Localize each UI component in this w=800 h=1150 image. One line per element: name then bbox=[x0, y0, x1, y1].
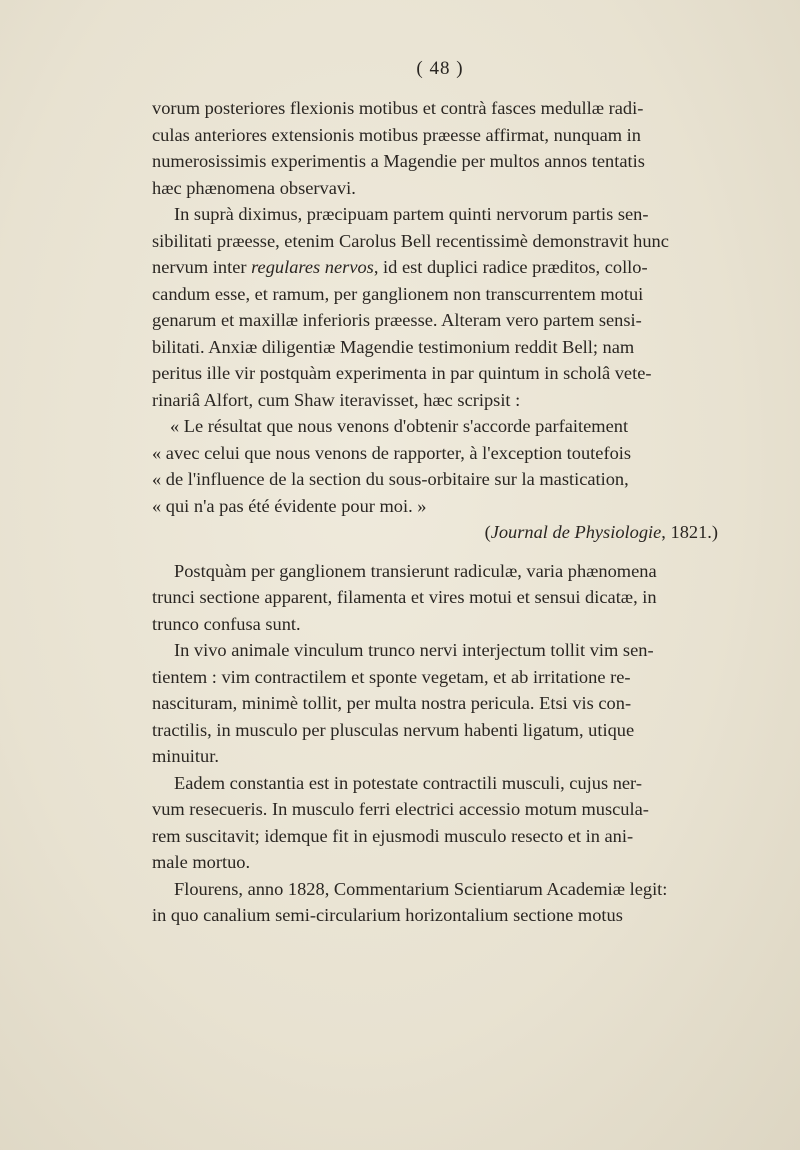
text-line: trunco confusa sunt. bbox=[152, 613, 301, 634]
text-line: rinariâ Alfort, cum Shaw iteravisset, hæc scripsit : bbox=[152, 389, 521, 410]
text-line: Postquàm per ganglionem transierunt radiculæ, varia phænomena bbox=[174, 560, 657, 581]
text-line: hæc phænomena observavi. bbox=[152, 177, 356, 198]
text-line: peritus ille vir postquàm experimenta in par quintum in scholâ vete- bbox=[152, 363, 652, 383]
paragraph-3 bbox=[152, 558, 770, 638]
text-line: rem suscitavit; idemque fit in ejusmodi musculo resecto et in ani- bbox=[152, 825, 634, 846]
italic-phrase: regulares nervos bbox=[251, 257, 374, 277]
quote-line: « qui n'a pas été évidente pour moi. » bbox=[152, 495, 427, 516]
paragraph-2 bbox=[152, 201, 770, 413]
quote-line: « Le résultat que nous venons d'obtenir s'accorde parfaitement bbox=[170, 416, 629, 436]
text-line: bilitati. Anxiæ diligentiæ Magendie testimonium reddit Bell; nam bbox=[152, 336, 635, 357]
paragraph-6 bbox=[152, 876, 770, 929]
paragraph-1 bbox=[152, 95, 770, 201]
text-line: minuitur. bbox=[152, 746, 219, 766]
text-line: numerosissimis experimentis a Magendie per multos annos tentatis bbox=[152, 151, 645, 171]
text-line: candum esse, et ramum, per ganglionem non transcurrentem motui bbox=[152, 283, 644, 304]
citation: (Journal de Physiologie, 1821.) bbox=[484, 522, 718, 542]
french-quotation bbox=[152, 413, 770, 519]
text-line: culas anteriores extensionis motibus præesse affirmat, nunquam in bbox=[152, 124, 641, 145]
text-line: trunci sectione apparent, filamenta et vires motui et sensui dicatæ, in bbox=[152, 587, 657, 607]
paragraph-4 bbox=[152, 637, 770, 770]
page-number: ( 48 ) bbox=[416, 58, 464, 79]
paragraph-5 bbox=[152, 770, 770, 876]
text-line: Eadem constantia est in potestate contractili musculi, cujus ner- bbox=[174, 772, 642, 793]
text-line: In vivo animale vinculum trunco nervi interjectum tollit vim sen- bbox=[174, 640, 654, 660]
text-line: vorum posteriores flexionis motibus et contrà fasces medullæ radi- bbox=[152, 98, 644, 118]
text-line: genarum et maxillæ inferioris præesse. Alteram vero partem sensi- bbox=[152, 310, 642, 330]
text-line-with-italic: nervum inter regulares nervos, id est duplici radice præditos, collo- bbox=[152, 257, 648, 277]
text-line: in quo canalium semi-circularium horizontalium sectione motus bbox=[152, 905, 623, 925]
text-line: Flourens, anno 1828, Commentarium Scientiarum Academiæ legit: bbox=[174, 878, 668, 899]
text-line: nascituram, minimè tollit, per multa nostra pericula. Etsi vis con- bbox=[152, 693, 632, 713]
citation-year: , 1821. bbox=[661, 522, 712, 542]
text-line: tientem : vim contractilem et sponte vegetam, et ab irritatione re- bbox=[152, 666, 631, 687]
text-line: tractilis, in musculo per plusculas nervum habenti ligatum, utique bbox=[152, 719, 635, 740]
text-line: vum resecueris. In musculo ferri electrici accessio motum muscula- bbox=[152, 799, 649, 819]
journal-title: Journal de Physiologie bbox=[490, 522, 662, 542]
text-line: sibilitati præesse, etenim Carolus Bell recentissimè demonstravit hunc bbox=[152, 230, 669, 251]
quote-line: « avec celui que nous venons de rapporter, à l'exception toutefois bbox=[152, 442, 632, 463]
text-body bbox=[152, 95, 770, 929]
text-line: male mortuo. bbox=[152, 852, 251, 872]
quote-line: « de l'influence de la section du sous-orbitaire sur la mastication, bbox=[152, 469, 629, 489]
text-line: In suprà diximus, præcipuam partem quinti nervorum partis sen- bbox=[174, 204, 649, 224]
